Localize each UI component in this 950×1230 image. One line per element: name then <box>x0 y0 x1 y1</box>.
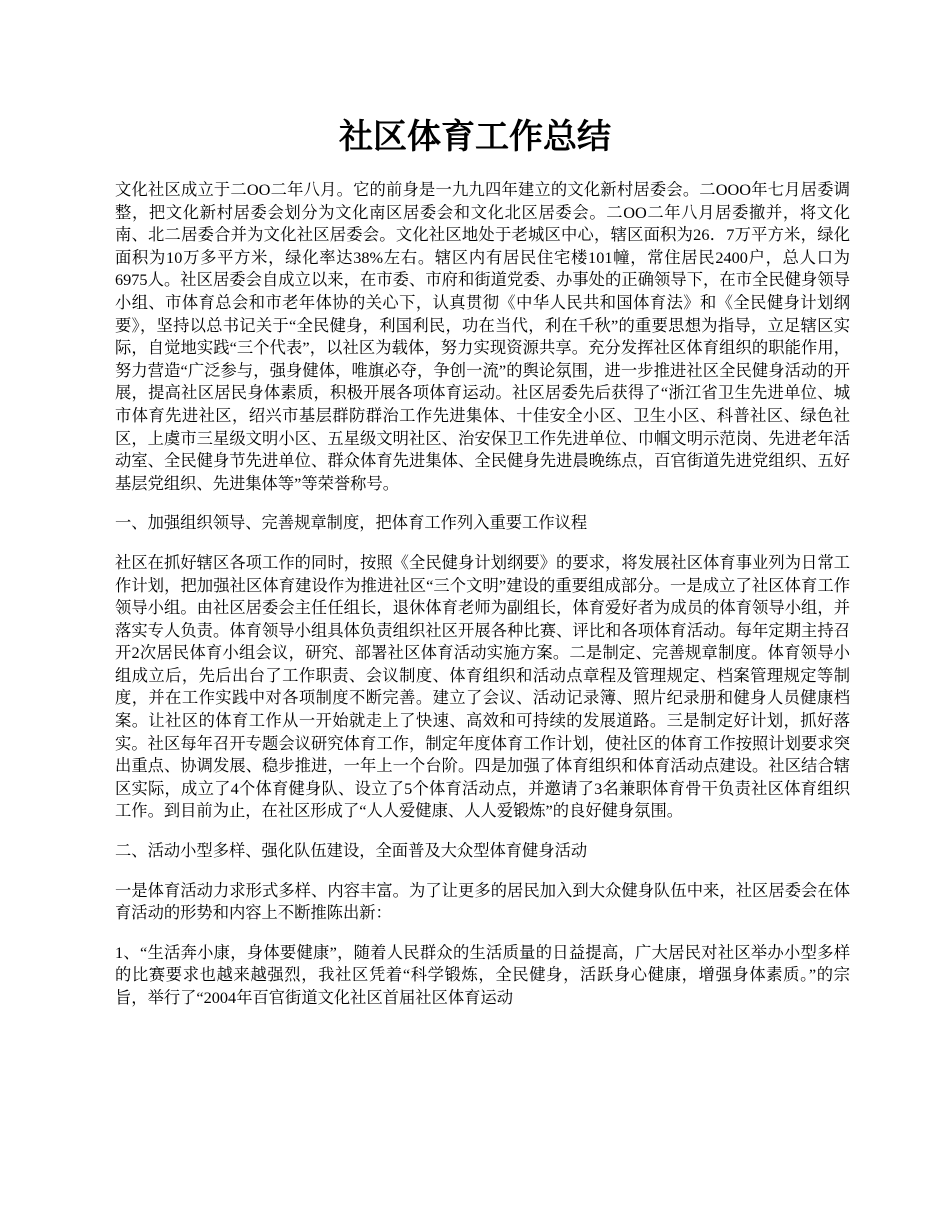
section-heading-2: 二、活动小型多样、强化队伍建设，全面普及大众型体育健身活动 <box>115 841 588 861</box>
document-body <box>115 179 850 1027</box>
document-title: 社区体育工作总结 <box>339 117 611 157</box>
section-heading-1: 一、加强组织领导、完善规章制度，把体育工作列入重要工作议程 <box>115 513 588 533</box>
paragraph-section-2-item-1: 1、“生活奔小康，身体要健康”，随着人民群众的生活质量的日益提高，广大居民对社区举办小型多样的比赛要求也越来越强烈，我社区凭着“科学锻炼，全民健身，活跃身心健康，增强身体素质。”的宗旨，举行了“2004年百官街道文化社区首届社区体育运动 <box>115 942 850 1007</box>
paragraph-section-2-intro: 一是体育活动力求形式多样、内容丰富。为了让更多的居民加入到大众健身队伍中来，社区居委会在体育活动的形势和内容上不断推陈出新： <box>115 880 850 923</box>
paragraph-intro: 文化社区成立于二OO二年八月。它的前身是一九九四年建立的文化新村居委会。二OOO年七月居委调整，把文化新村居委会划分为文化南区居委会和文化北区居委会。二OO二年八月居委撤并，将文化南、北二居委合并为文化社区居委会。文化社区地处于老城区中心，辖区面积为26．7万平方米，绿化面积为10万多平方米，绿化率达38%左右。辖区内有居民住宅楼101幢，常住居民2400户，总人口为6975人。社区居委会自成立以来，在市委、市府和街道党委、办事处的正确领导下，在市全民健身领导小组、市体育总会和市老年体协的关心下，认真贯彻《中华人民共和国体育法》和《全民健身计划纲要》，坚持以总书记关于“全民健身，利国利民，功在当代，利在千秋”的重要思想为指导，立足辖区实际，自觉地实践“三个代表”，以社区为载体，努力实现资源共享。充分发挥社区体育组织的职能作用， 努力营造“广泛参与，强身健体，唯旗必夺，争创一流”的舆论氛围，进一步推进社区全民健身活动的开展，提高社区居民身体素质，积极开展各项体育运动。社区居委先后获得了“浙江省卫生先进单位、城市体育先进社区，绍兴市基层群防群治工作先进集体、十佳安全小区、卫生小区、科普社区、绿色社区，上虞市三星级文明小区、五星级文明社区、治安保卫工作先进单位、巾帼文明示范岗、先进老年活动室、全民健身节先进单位、群众体育先进集体、全民健身先进晨晚练点，百官街道先进党组织、五好基层党组织、先进集体等”等荣誉称号。 <box>115 180 850 493</box>
paragraph-section-1: 社区在抓好辖区各项工作的同时，按照《全民健身计划纲要》的要求，将发展社区体育事业列为日常工作计划，把加强社区体育建设作为推进社区“三个文明”建设的重要组成部分。一是成立了社区体育工作领导小组。由社区居委会主任任组长，退休体育老师为副组长，体育爱好者为成员的体育领导小组，并落实专人负责。体育领导小组具体负责组织社区开展各种比赛、评比和各项体育活动。每年定期主持召开2次居民体育小组会议，研究、部署社区体育活动实施方案。二是制定、完善规章制度。体育领导小组成立后，先后出台了工作职责、会议制度、体育组织和活动点章程及管理规定、档案管理规定等制度，并在工作实践中对各项制度不断完善。建立了会议、活动记录簿、照片纪录册和健身人员健康档案。让社区的体育工作从一开始就走上了快速、高效和可持续的发展道路。三是制定好计划，抓好落实。社区每年召开专题会议研究体育工作，制定年度体育工作计划，使社区的体育工作按照计划要求突出重点、协调发展、稳步推进，一年上一个台阶。四是加强了体育组织和体育活动点建设。社区结合辖区实际，成立了4个体育健身队、设立了5个体育活动点，并邀请了3名兼职体育骨干负责社区体育组织工作。到目前为止，在社区形成了“人人爱健康、人人爱锻炼”的良好健身氛围。 <box>115 552 850 821</box>
